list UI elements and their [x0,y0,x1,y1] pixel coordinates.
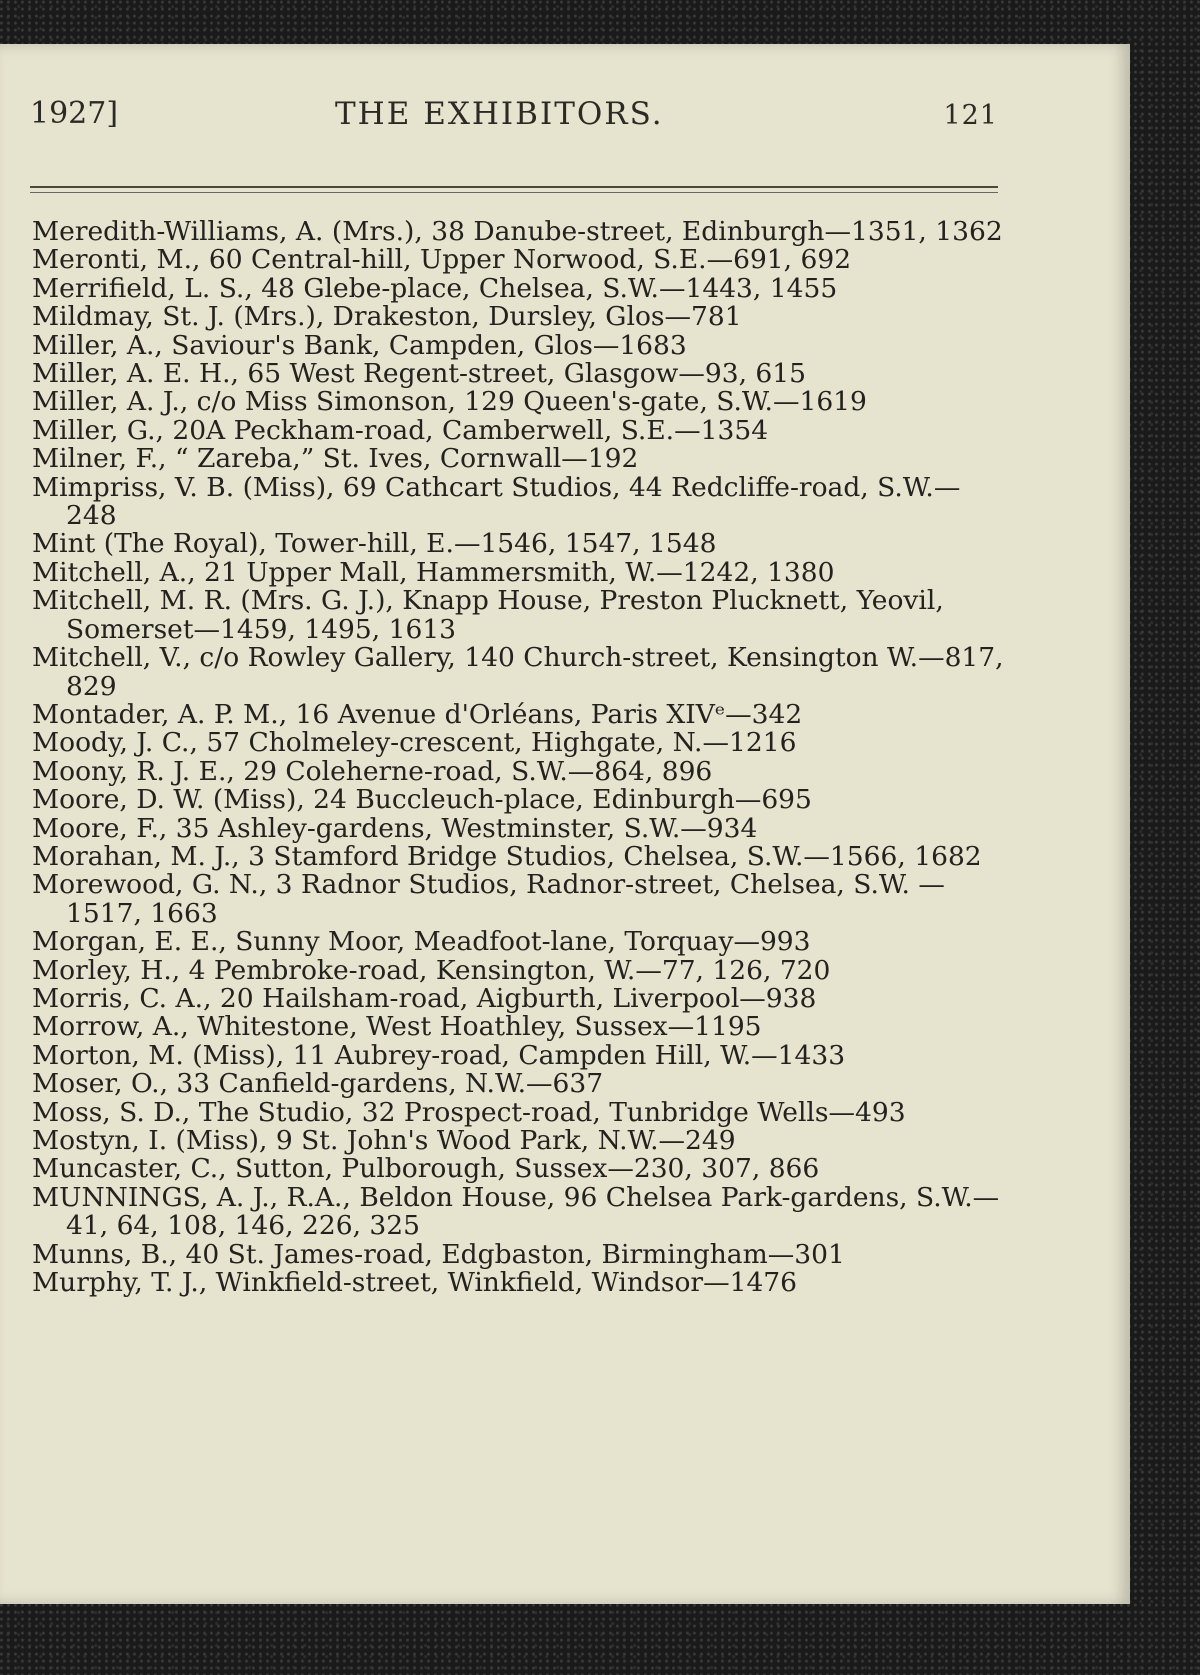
page-header [30,96,998,146]
exhibitor-entry: Morris, C. A., 20 Hailsham-road, Aigburth, Liverpool—938 [32,982,817,1014]
exhibitor-entry: Moody, J. C., 57 Cholmeley-crescent, Highgate, N.—1216 [32,727,797,759]
exhibitor-entry: Mint (The Royal), Tower-hill, E.—1546, 1547, 1548 [32,528,717,560]
exhibitor-entry: Miller, A. J., c/o Miss Simonson, 129 Queen's-gate, S.W.—1619 [32,386,867,418]
exhibitor-entry: Merrifield, L. S., 48 Glebe-place, Chelsea, S.W.—1443, 1455 [32,272,838,304]
exhibitor-entry: Miller, A., Saviour's Bank, Campden, Glos—1683 [32,329,687,361]
exhibitor-entry: Moss, S. D., The Studio, 32 Prospect-road, Tunbridge Wells—493 [32,1096,906,1128]
page-number: 121 [943,100,998,131]
exhibitor-entry: Meronti, M., 60 Central-hill, Upper Norwood, S.E.—691, 692 [32,244,852,276]
year-label: 1927] [30,96,119,131]
page-title: THE EXHIBITORS. [335,96,664,132]
exhibitor-entry: Mitchell, A., 21 Upper Mall, Hammersmith, W.—1242, 1380 [32,556,835,588]
exhibitor-entry: Montader, A. P. M., 16 Avenue d'Orléans, Paris XIVᵉ—342 [32,698,803,730]
exhibitor-entry: Mildmay, St. J. (Mrs.), Drakeston, Dursley, Glos—781 [32,301,742,333]
exhibitor-entry: Moser, O., 33 Canfield-gardens, N.W.—637 [32,1068,604,1100]
exhibitor-entry: Milner, F., “ Zareba,” St. Ives, Cornwall—192 [32,443,639,475]
exhibitor-entry: Miller, G., 20A Peckham-road, Camberwell, S.E.—1354 [32,414,769,446]
exhibitor-entry: Murphy, T. J., Winkfield-street, Winkfield, Windsor—1476 [32,1267,798,1299]
exhibitor-entry: Morewood, G. N., 3 Radnor Studios, Radnor-street, Chelsea, S.W. —1517, 1663 [32,869,945,929]
exhibitor-entry: Meredith-Williams, A. (Mrs.), 38 Danube-street, Edinburgh—1351, 1362 [32,216,1003,247]
exhibitor-entry: Mitchell, V., c/o Rowley Gallery, 140 Church-street, Kensington W.—817, 829 [32,642,1004,702]
exhibitor-entry: Morahan, M. J., 3 Stamford Bridge Studios, Chelsea, S.W.—1566, 1682 [32,840,982,872]
exhibitor-entry: Mitchell, M. R. (Mrs. G. J.), Knapp House, Preston Plucknett, Yeovil, Somerset—1459, 1495, 1613 [32,585,944,645]
exhibitor-entry: Moore, F., 35 Ashley-gardens, Westminster, S.W.—934 [32,812,758,844]
exhibitor-list [32,218,1007,1297]
header-rule-top [30,186,998,188]
exhibitor-entry: Morley, H., 4 Pembroke-road, Kensington, W.—77, 126, 720 [32,954,831,986]
exhibitor-entry: Muncaster, C., Sutton, Pulborough, Sussex—230, 307, 866 [32,1153,820,1185]
header-rule-bottom [30,192,998,193]
exhibitor-entry: Mostyn, I. (Miss), 9 St. John's Wood Park, N.W.—249 [32,1125,736,1156]
exhibitor-entry: Moony, R. J. E., 29 Coleherne-road, S.W.—864, 896 [32,755,713,787]
exhibitor-entry: Moore, D. W. (Miss), 24 Buccleuch-place, Edinburgh—695 [32,784,812,816]
exhibitor-entry: Mimpriss, V. B. (Miss), 69 Cathcart Studios, 44 Redcliffe-road, S.W.—248 [32,471,961,532]
exhibitor-entry: Miller, A. E. H., 65 West Regent-street, Glasgow—93, 615 [32,358,806,390]
exhibitor-entry: MUNNINGS, A. J., R.A., Beldon House, 96 Chelsea Park-gardens, S.W.—41, 64, 108, 146, 226, 325 [32,1181,1000,1242]
exhibitor-entry: Morgan, E. E., Sunny Moor, Meadfoot-lane, Torquay—993 [32,926,811,958]
exhibitor-entry: Morrow, A., Whitestone, West Hoathley, Sussex—1195 [32,1011,762,1043]
exhibitor-entry: Munns, B., 40 St. James-road, Edgbaston, Birmingham—301 [32,1238,845,1270]
exhibitor-entry: Morton, M. (Miss), 11 Aubrey-road, Campden Hill, W.—1433 [32,1039,846,1071]
